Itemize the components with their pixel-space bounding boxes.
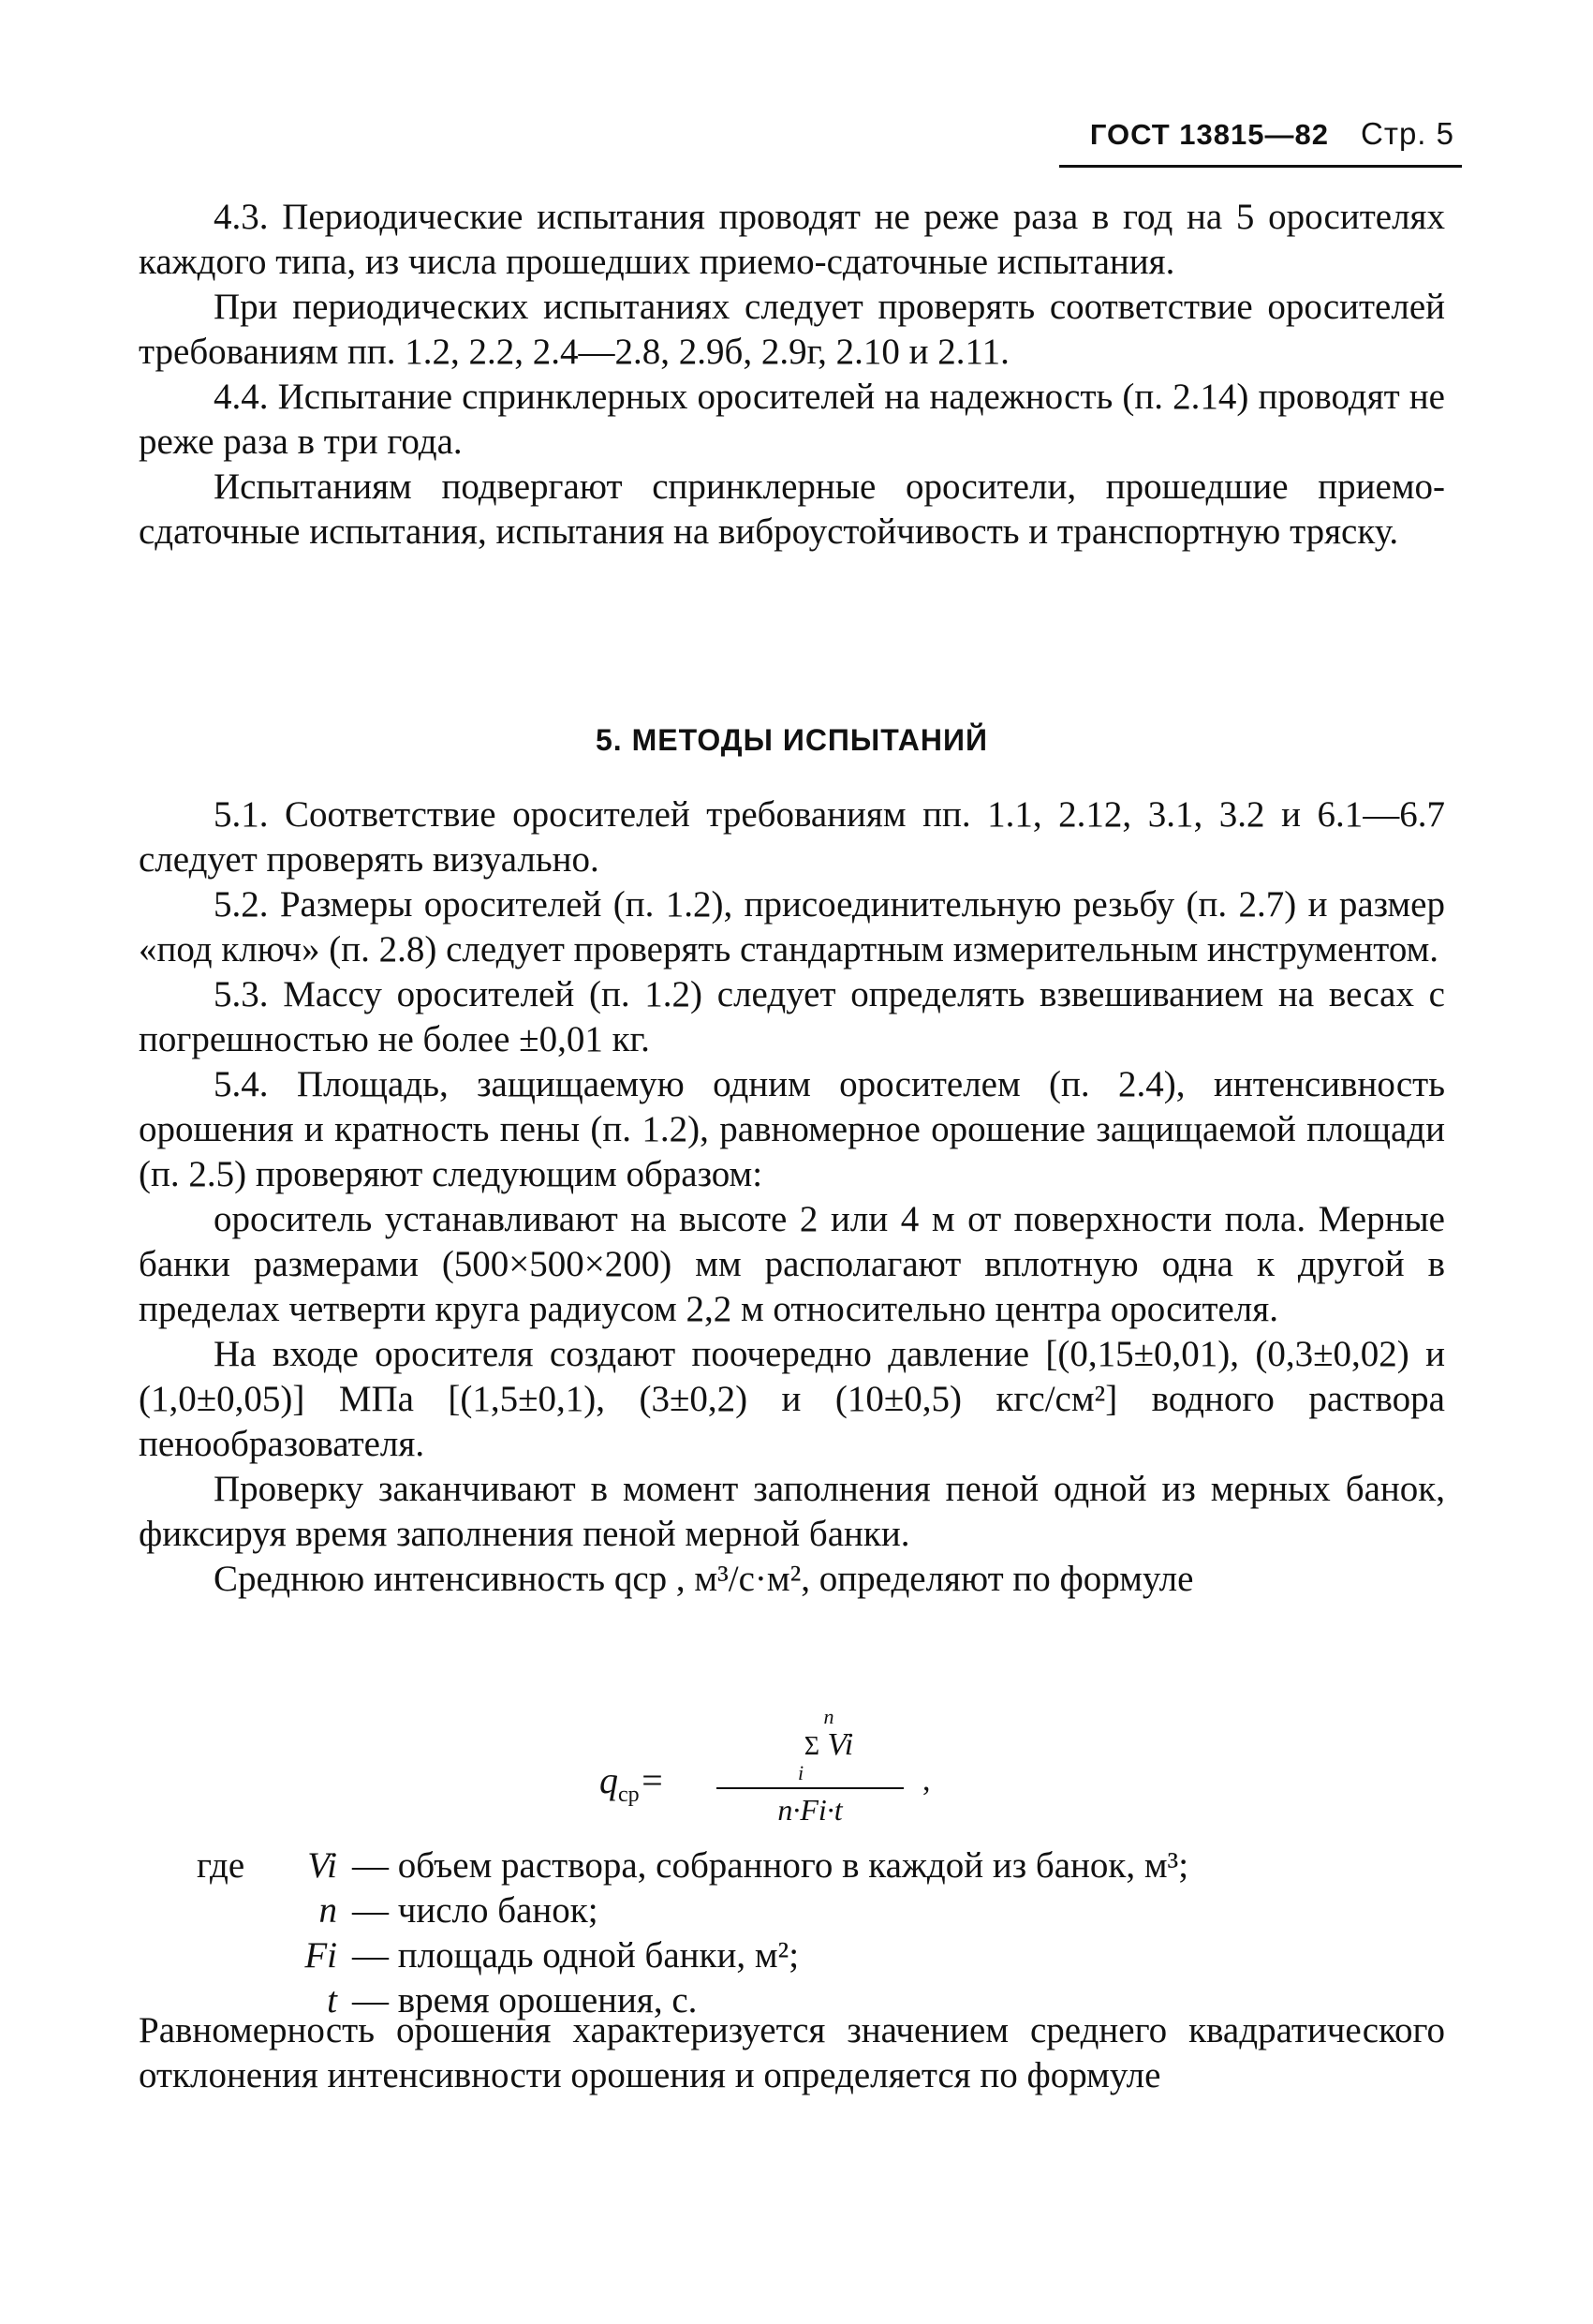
paragraph-4-3: 4.3. Периодические испытания проводят не реже раза в год на 5 оросителях каждого типа, из числа прошедших приемо-сдаточные испытания. xyxy=(139,197,1445,282)
header-rule xyxy=(1059,165,1462,168)
paragraph-4-4-cont: Испытаниям подвергают спринклерные оросители, прошедшие приемо-сдаточные испытания, испытания на виброустойчивость и транспортную тряску. xyxy=(139,466,1445,552)
page-number: Стр. 5 xyxy=(1361,116,1454,151)
paragraph-5-4-pressure: На входе оросителя создают поочередно давление [(0,15±0,01), (0,3±0,02) и (1,0±0,05)] МПа [(1,5±0,1), (3±0,2) и (10±0,5) кгс/см²] водного раствора пенообразователя. xyxy=(139,1334,1445,1464)
paragraph-5-4: 5.4. Площадь, защищаемую одним оросителем (п. 2.4), интенсивность орошения и кратность пены (п. 1.2), равномерное орошение защищаемой площади (п. 2.5) проверяют следующим образом: xyxy=(139,1064,1445,1194)
formula-denominator: n·Fi·t xyxy=(777,1793,843,1827)
paragraph-5-1: 5.1. Соответствие оросителей требованиям пп. 1.1, 2.12, 3.1, 3.2 и 6.1—6.7 следует проверять визуально. xyxy=(139,794,1445,880)
paragraph-5-4-formula-intro: Среднюю интенсивность qср , м³/с·м², определяют по формуле xyxy=(214,1559,1194,1599)
block-test-methods xyxy=(139,792,1445,1602)
legend-row: Fi — площадь одной банки, м²; xyxy=(304,1935,800,1976)
block-periodic-tests xyxy=(139,195,1445,555)
formula-legend xyxy=(197,1843,1188,2023)
legend-where: где xyxy=(197,1845,245,1886)
standard-number: ГОСТ 13815—82 xyxy=(1089,118,1329,151)
formula-lhs: $q_{ср}=$ xyxy=(599,1759,665,1807)
page-header xyxy=(1090,116,1454,152)
block-uniformity xyxy=(139,2008,1445,2098)
paragraph-5-4-setup: ороситель устанавливают на высоте 2 или 4 м от поверхности пола. Мерные банки размерами (500×500×200) мм располагают вплотную одна к другой в пределах четверти круга радиусом 2,2 м относительно центра оросителя. xyxy=(139,1199,1445,1329)
legend-row: где Vi — объем раствора, собранного в каждой из банок, м³; xyxy=(197,1843,1188,1888)
mean-intensity-formula xyxy=(599,1707,974,1847)
legend-row: n — число банок; xyxy=(318,1890,598,1931)
formula-trailing: , xyxy=(922,1763,931,1798)
sum-symbol: Σ xyxy=(804,1732,820,1761)
paragraph-4-4: 4.4. Испытание спринклерных оросителей на надежность (п. 2.14) проводят не реже раза в три года. xyxy=(139,377,1445,462)
paragraph-4-3-cont: При периодических испытаниях следует проверять соответствие оросителей требованиям пп. 1.2, 2.2, 2.4—2.8, 2.9б, 2.9г, 2.10 и 2.11. xyxy=(139,287,1445,372)
fraction-bar xyxy=(716,1787,904,1789)
paragraph-5-3: 5.3. Массу оросителей (п. 1.2) следует определять взвешиванием на весах с погрешностью не более ±0,01 кг. xyxy=(139,974,1445,1059)
paragraph-uniformity: Равномерность орошения характеризуется значением среднего квадратического отклонения интенсивности орошения и определяется по формуле xyxy=(139,2010,1445,2095)
section-title: 5. МЕТОДЫ ИСПЫТАНИЙ xyxy=(596,723,988,757)
formula-numerator: n Σ Vi i xyxy=(797,1705,854,1784)
legend-row: t — время орошения, с. xyxy=(327,1980,698,2021)
paragraph-5-4-finish: Проверку заканчивают в момент заполнения пеной одной из мерных банок, фиксируя время заполнения пеной мерной банки. xyxy=(139,1469,1445,1554)
paragraph-5-2: 5.2. Размеры оросителей (п. 1.2), присоединительную резьбу (п. 2.7) и размер «под ключ» (п. 2.8) следует проверять стандартным измерительным инструментом. xyxy=(139,884,1445,970)
